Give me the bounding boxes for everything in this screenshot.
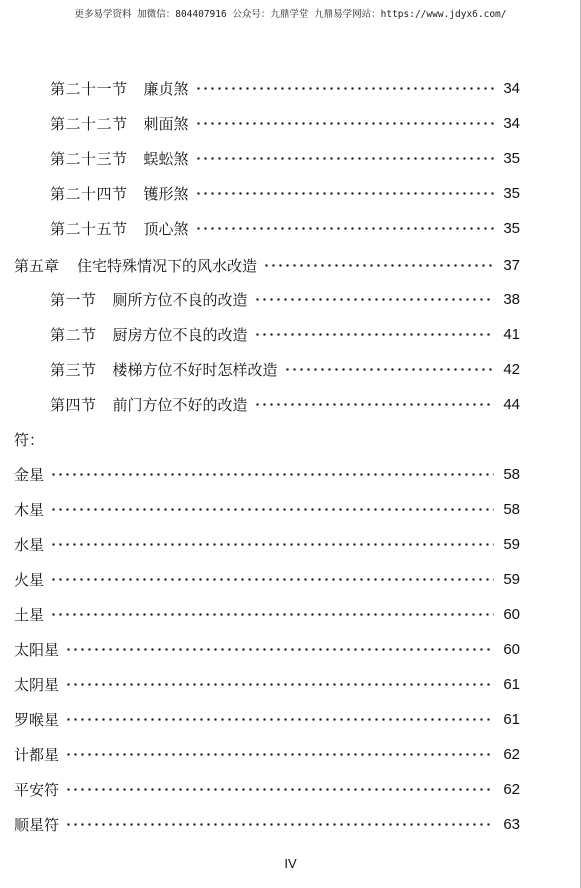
section-number: 第一节 [50, 290, 97, 309]
section-number: 第三节 [50, 360, 97, 379]
dot-leader [65, 648, 494, 651]
dot-leader [195, 192, 494, 195]
dot-leader [195, 122, 494, 125]
page-number: 62 [503, 745, 520, 763]
appendix-heading: 符： [14, 430, 45, 449]
page-number: 61 [503, 675, 520, 693]
toc-entry[interactable] [14, 637, 520, 661]
toc-entry[interactable] [50, 146, 520, 170]
item-title: 计都星 [14, 745, 60, 764]
toc-entry[interactable] [14, 462, 520, 486]
watermark-header: 更多易学资料 加微信：804407916 公众号：九鼎学堂 九鼎易学网站：https://www.jdyx6.com/ [74, 9, 507, 20]
section-title: 顶心煞 [143, 219, 189, 238]
section-title: 蜈蚣煞 [143, 149, 189, 168]
toc-entry[interactable] [50, 287, 520, 311]
toc-entry[interactable] [14, 742, 520, 766]
item-title: 木星 [14, 500, 45, 519]
section-title: 厕所方位不良的改造 [112, 290, 248, 309]
page-number: 58 [503, 500, 520, 518]
dot-leader [65, 753, 494, 756]
item-title: 罗喉星 [14, 710, 60, 729]
toc-entry[interactable] [14, 777, 520, 801]
dot-leader [65, 718, 494, 721]
page-number: 63 [503, 815, 520, 833]
dot-leader [254, 298, 494, 301]
section-title: 刺面煞 [143, 114, 189, 133]
page-number: 35 [503, 219, 520, 237]
dot-leader [195, 157, 494, 160]
page-footer-number: IV [284, 856, 297, 871]
dot-leader [263, 264, 494, 267]
chapter-number: 第五章 [14, 256, 60, 275]
dot-leader [254, 403, 494, 406]
toc-entry[interactable] [50, 392, 520, 416]
toc-entry[interactable] [14, 532, 520, 556]
dot-leader [284, 368, 494, 371]
toc-entry[interactable] [14, 567, 520, 591]
section-title: 前门方位不好的改造 [112, 395, 248, 414]
section-number: 第四节 [50, 395, 97, 414]
section-number: 第二十一节 [50, 79, 128, 98]
page-number: 34 [503, 114, 520, 132]
toc-chapter-entry[interactable] [14, 253, 520, 277]
section-title: 镬形煞 [143, 184, 189, 203]
item-title: 平安符 [14, 780, 60, 799]
dot-leader [50, 473, 494, 476]
dot-leader [50, 578, 494, 581]
page-number: 59 [503, 535, 520, 553]
toc-entry[interactable] [50, 111, 520, 135]
page-number: 59 [503, 570, 520, 588]
toc-entry[interactable] [14, 602, 520, 626]
item-title: 土星 [14, 605, 45, 624]
toc-entry[interactable] [50, 357, 520, 381]
dot-leader [195, 87, 494, 90]
dot-leader [65, 788, 494, 791]
item-title: 水星 [14, 535, 45, 554]
dot-leader [65, 823, 494, 826]
dot-leader [50, 613, 494, 616]
dot-leader [254, 333, 494, 336]
item-title: 金星 [14, 465, 45, 484]
page-number: 38 [503, 290, 520, 308]
section-number: 第二节 [50, 325, 97, 344]
dot-leader [195, 227, 494, 230]
toc-entry[interactable] [14, 497, 520, 521]
dot-leader [50, 508, 494, 511]
toc-entry[interactable] [14, 812, 520, 836]
page-number: 37 [503, 256, 520, 274]
toc-entry[interactable] [50, 76, 520, 100]
toc-entry[interactable] [50, 181, 520, 205]
toc-entry[interactable] [50, 322, 520, 346]
section-number: 第二十四节 [50, 184, 128, 203]
item-title: 太阳星 [14, 640, 60, 659]
page-number: 44 [503, 395, 520, 413]
section-number: 第二十三节 [50, 149, 128, 168]
toc-entry[interactable] [14, 672, 520, 696]
page-number: 62 [503, 780, 520, 798]
page-number: 58 [503, 465, 520, 483]
page-number: 60 [503, 640, 520, 658]
page-number: 41 [503, 325, 520, 343]
item-title: 火星 [14, 570, 45, 589]
page-number: 35 [503, 184, 520, 202]
section-title: 楼梯方位不好时怎样改造 [112, 360, 278, 379]
chapter-title: 住宅特殊情况下的风水改造 [77, 256, 258, 275]
item-title: 太阴星 [14, 675, 60, 694]
item-title: 顺星符 [14, 815, 60, 834]
page-number: 34 [503, 79, 520, 97]
section-number: 第二十五节 [50, 219, 128, 238]
section-title: 廉贞煞 [143, 79, 189, 98]
page-number: 42 [503, 360, 520, 378]
section-title: 厨房方位不良的改造 [112, 325, 248, 344]
toc-entry[interactable] [50, 216, 520, 240]
page-number: 35 [503, 149, 520, 167]
toc-entry[interactable] [14, 707, 520, 731]
dot-leader [50, 543, 494, 546]
page-number: 60 [503, 605, 520, 623]
page-number: 61 [503, 710, 520, 728]
dot-leader [65, 683, 494, 686]
section-number: 第二十二节 [50, 114, 128, 133]
